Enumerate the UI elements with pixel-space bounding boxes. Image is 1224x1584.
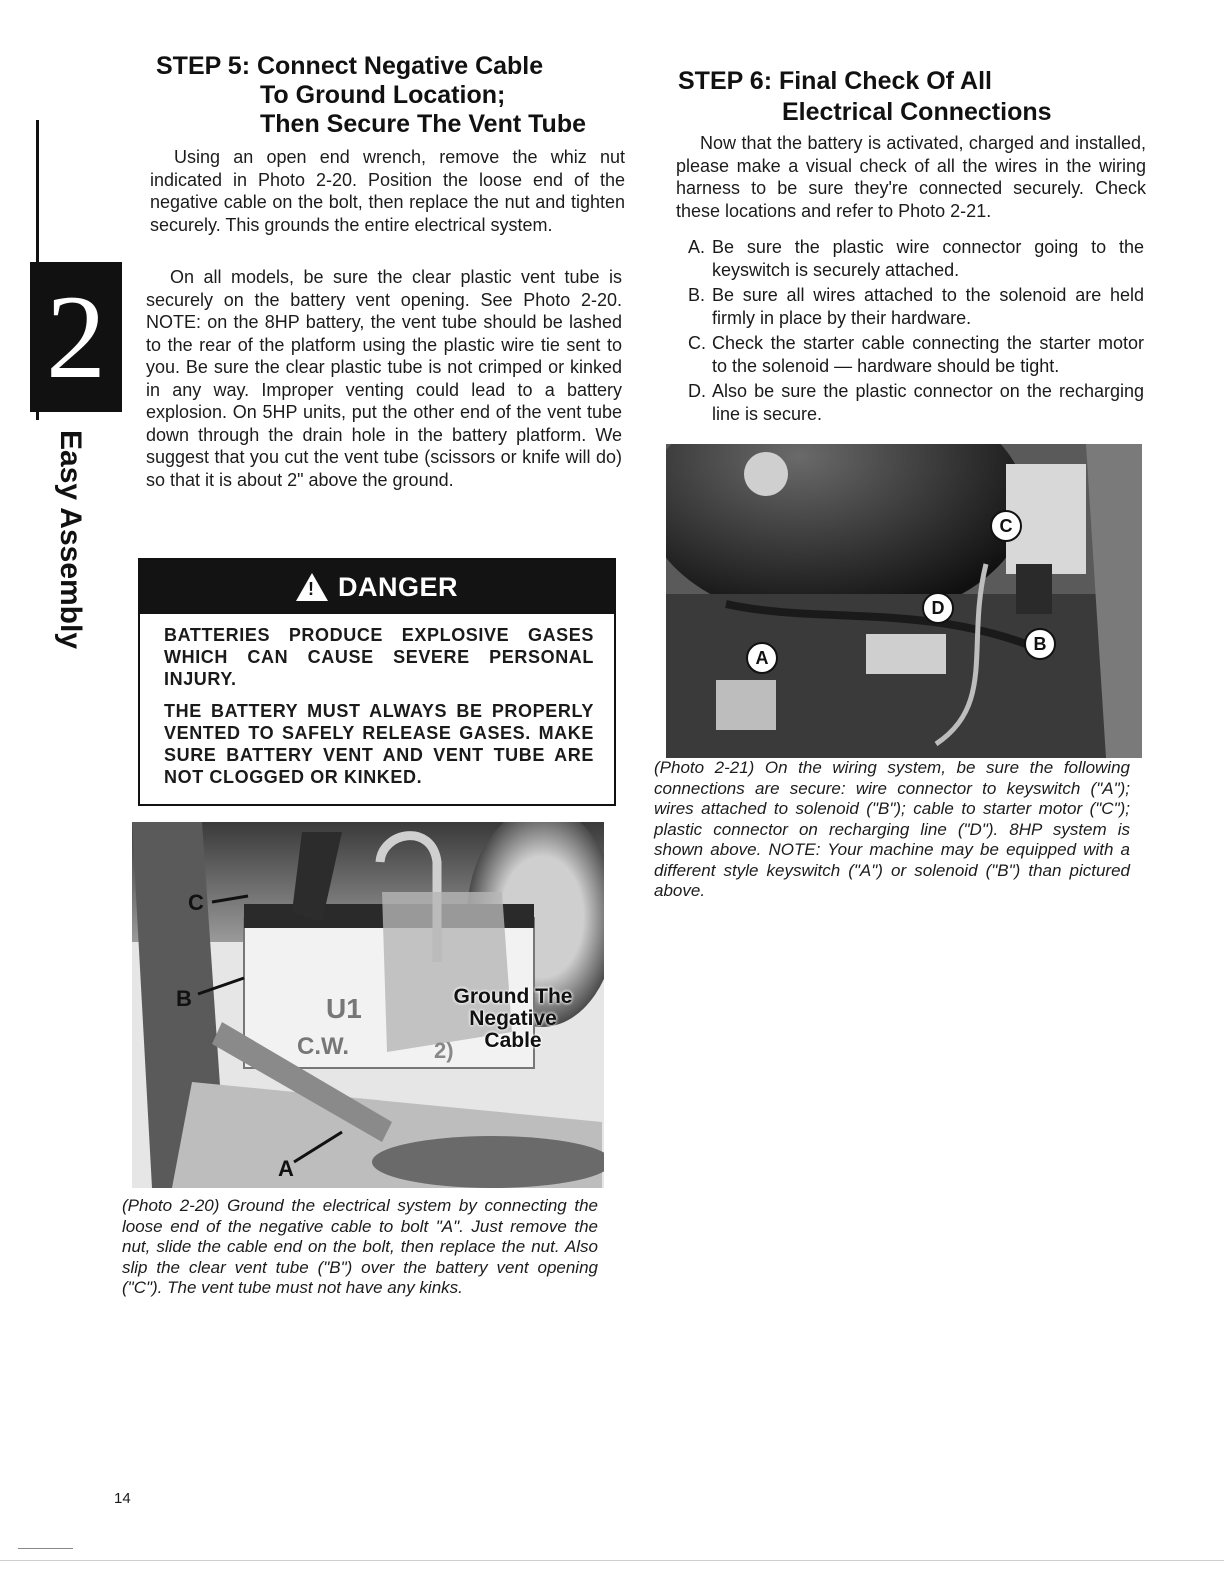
checklist-text: Be sure all wires attached to the solenoid are held firmly in place by their hardware. [712,285,1144,328]
checklist-letter: A. [688,237,706,257]
step5-heading-line3: Then Secure The Vent Tube [260,110,586,138]
checklist-text: Be sure the plastic wire connector going to the keyswitch is securely attached. [712,237,1144,280]
step6-heading-line1: STEP 6: Final Check Of All [678,67,992,95]
footer-short-rule [18,1548,73,1549]
step5-paragraph-1-text: Using an open end wrench, remove the whiz nut indicated in Photo 2-20. Position the loose end of the negative cable on the bolt, then replace the nut and tighten securely. This grounds the entire electrical system. [150,147,625,235]
step5-paragraph-2-text: On all models, be sure the clear plastic vent tube is securely on the battery vent opening. See Photo 2-20. NOTE: on the 8HP battery, the vent tube should be lashed to the rear of the platform using the plastic wire tie sent to you. Be sure the clear plastic tube is not crimped or kinked in any way. Improper venting could lead to a battery explosion. On 5HP units, put the other end of the vent tube down through the drain hole in the battery platform. We suggest that you cut the vent tube (scissors or knife will do) so that it is about 2" above the ground. [146,267,622,490]
checklist-text: Also be sure the plastic connector on the recharging line is secure. [712,381,1144,424]
step6-heading [678,66,1098,128]
step6-paragraph-text: Now that the battery is activated, charged and installed, please make a visual check of all the wires in the wiring harness to be sure they're connected securely. Check these locations and refer to Photo 2-21. [676,133,1146,221]
battery-label-cw: C.W. [297,1033,349,1060]
footer-rule [0,1560,1224,1561]
photo-2-21-marker-c: C [990,510,1022,542]
photo-2-20-marker-b: B [176,986,192,1011]
checklist-item [688,380,1144,426]
checklist-item [688,236,1144,282]
checklist-letter: C. [688,333,706,353]
battery-label-2: 2) [434,1038,454,1063]
photo-2-21 [666,444,1142,758]
photo-2-20-marker-a: A [278,1156,294,1181]
danger-header [140,560,614,614]
danger-paragraph-2: THE BATTERY MUST ALWAYS BE PROPERLY VENTED TO SAFELY RELEASE GASES. MAKE SURE BATTERY VENT AND VENT TUBE ARE NOT CLOGGED OR KINKED. [164,701,594,787]
photo-2-21-marker-a: A [746,642,778,674]
photo-2-20-marker-c: C [188,890,204,915]
checklist-letter: B. [688,285,706,305]
ground-negative-cable-label [448,986,578,1052]
checklist-text: Check the starter cable connecting the starter motor to the solenoid — hardware should be tight. [712,333,1144,376]
electrical-checklist [688,236,1144,428]
step5-heading [156,52,626,139]
photo-2-21-marker-d: D [922,592,954,624]
warning-triangle-icon [296,573,328,601]
chapter-side-label-text: Easy Assembly [54,430,87,650]
step5-heading-line2: To Ground Location; [260,81,506,109]
danger-warning-box [138,558,616,806]
step6-paragraph [676,132,1146,222]
step5-paragraph-1 [150,146,625,236]
chapter-side-label [40,430,100,690]
checklist-item [688,332,1144,378]
page-number: 14 [114,1490,131,1507]
chapter-number-tab: 2 [30,262,122,412]
danger-paragraph-1: BATTERIES PRODUCE EXPLOSIVE GASES WHICH CAN CAUSE SEVERE PERSONAL INJURY. [164,625,594,689]
ground-label-line3: Cable [484,1029,542,1052]
danger-heading: DANGER [337,571,458,602]
photo-2-21-image [666,444,1142,758]
photo-2-21-caption: (Photo 2-21) On the wiring system, be sure the following connections are secure: wire connector to keyswitch ("A"); wires attached to solenoid ("B"); cable to starter motor ("C"); plastic connector on recharging line ("D"). 8HP system is shown above. NOTE: Your machine may be equipped with a different style keyswitch ("A") or solenoid ("B") than pictured above. [654,758,1130,900]
ground-label-line1: Ground The [453,985,573,1008]
battery-label-u1: U1 [326,993,362,1024]
step5-paragraph-2 [146,266,622,491]
checklist-item [688,284,1144,330]
step5-heading-line1: STEP 5: Connect Negative Cable [156,52,544,80]
ground-label-line2: Negative [469,1007,557,1030]
photo-2-20-caption: (Photo 2-20) Ground the electrical system by connecting the loose end of the negative cable to bolt "A". Just remove the nut, slide the cable end on the bolt, then replace the nut. Also slip the clear vent tube ("B") over the battery vent opening ("C"). The vent tube must not have any kinks. [122,1196,598,1297]
photo-2-21-marker-b: B [1024,628,1056,660]
checklist-letter: D. [688,381,706,401]
step6-heading-line2: Electrical Connections [782,98,1052,126]
